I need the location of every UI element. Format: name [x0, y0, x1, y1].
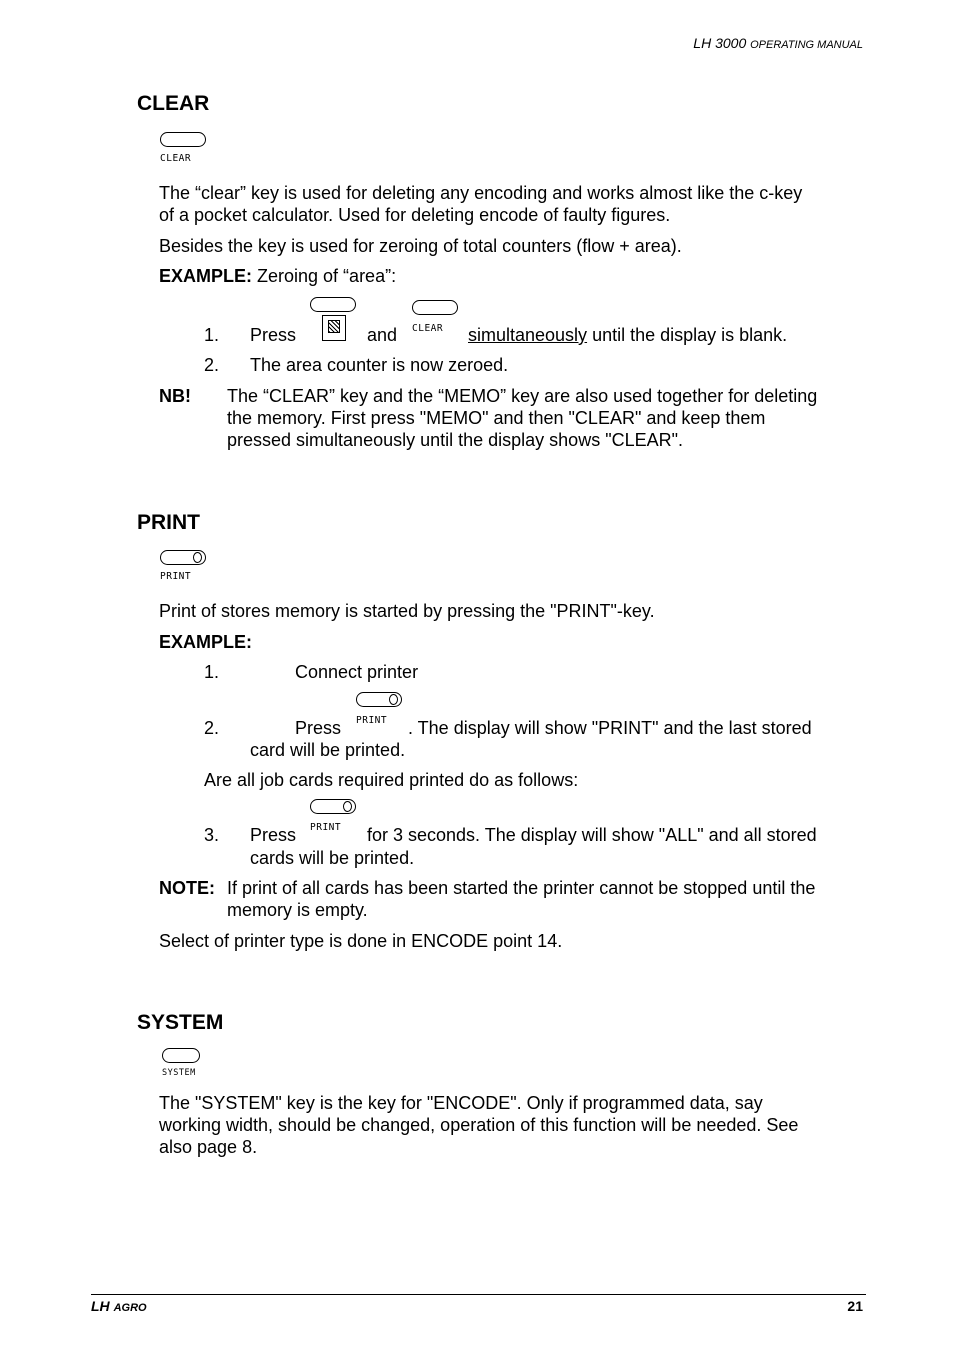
system-heading: SYSTEM	[137, 1011, 224, 1034]
clear-nb-line-3: pressed simultaneously until the display shows "CLEAR".	[227, 430, 683, 450]
print-step2-line-2: card will be printed.	[250, 740, 406, 760]
clear-nb-line-1: The “CLEAR” key and the “MEMO” key are also used together for deleting	[227, 386, 818, 406]
system-para-1b: working width, should be changed, operation of this function will be needed. See	[159, 1115, 799, 1135]
clear-step1-press: Press	[250, 325, 297, 345]
header-title: LH 3000	[693, 35, 747, 51]
clear-key-label: CLEAR	[160, 153, 192, 164]
header-subtitle: OPERATING MANUAL	[750, 39, 863, 51]
clear-key-inline-icon	[412, 300, 458, 334]
footer-brand-main: LH	[91, 1298, 110, 1314]
clear-example-label: EXAMPLE:	[159, 266, 253, 286]
print-example-label: EXAMPLE:	[159, 632, 253, 652]
clear-nb-line-2: the memory. First press "MEMO" and then "CLEAR" and keep them	[227, 408, 766, 428]
print-all-text: Are all job cards required printed do as follows:	[204, 770, 579, 790]
clear-para-2: Besides the key is used for zeroing of total counters (flow + area).	[159, 236, 682, 256]
system-para-1c: also page 8.	[159, 1137, 258, 1157]
memo-key-symbol-icon	[322, 315, 346, 341]
print-step3-press: Press	[250, 825, 297, 845]
print-note-line-1: If print of all cards has been started the printer cannot be stopped until the	[227, 878, 816, 898]
footer-brand	[91, 1298, 147, 1314]
print-note-line-2: memory is empty.	[227, 900, 368, 920]
print-para-1: Print of stores memory is started by pressing the "PRINT"-key.	[159, 601, 655, 621]
print-step1-text: Connect printer	[295, 662, 419, 682]
print-step2-num: 2.	[204, 718, 220, 738]
clear-step2-text: The area counter is now zeroed.	[250, 355, 509, 375]
clear-step1-simultaneously: simultaneously	[468, 325, 588, 345]
clear-key-icon	[160, 132, 206, 164]
print-key-inline-icon-1	[356, 692, 402, 726]
print-step1-num: 1.	[204, 662, 220, 682]
print-step2-key: PRINT	[356, 715, 388, 726]
print-step3-num: 3.	[204, 825, 220, 845]
clear-step1-num: 1.	[204, 325, 220, 345]
print-select-text: Select of printer type is done in ENCODE point 14.	[159, 931, 563, 951]
clear-step1-and: and	[367, 325, 398, 345]
print-step3-key: PRINT	[310, 822, 342, 833]
print-step2-press: Press	[295, 718, 342, 738]
clear-step1-key2: CLEAR	[412, 323, 444, 334]
footer-divider	[91, 1294, 866, 1295]
system-key-label: SYSTEM	[162, 1068, 196, 1078]
clear-heading: CLEAR	[137, 92, 210, 115]
print-key-icon	[160, 550, 206, 582]
memo-key-icon	[310, 297, 356, 312]
clear-step2-num: 2.	[204, 355, 220, 375]
clear-nb-label: NB!	[159, 386, 191, 406]
clear-para-1b: of a pocket calculator. Used for deleting encode of faulty figures.	[159, 205, 671, 225]
print-key-label: PRINT	[160, 571, 192, 582]
print-heading: PRINT	[137, 511, 200, 534]
clear-step1-rest: until the display is blank.	[587, 325, 788, 345]
page-header	[693, 35, 863, 51]
print-note-label: NOTE:	[159, 878, 215, 898]
print-step3-line-2: cards will be printed.	[250, 848, 415, 868]
footer-brand-sub: AGRO	[113, 1302, 147, 1314]
clear-step1-text	[468, 324, 787, 346]
clear-example	[159, 265, 396, 287]
system-para-1a: The "SYSTEM" key is the key for "ENCODE". Only if programmed data, say	[159, 1093, 763, 1113]
print-key-inline-icon-2	[310, 799, 356, 833]
print-step3-rest: for 3 seconds. The display will show "ALL" and all stored	[367, 825, 817, 845]
system-key-icon	[162, 1048, 200, 1078]
page-number: 21	[847, 1298, 863, 1314]
print-step2-rest: . The display will show "PRINT" and the last stored	[408, 718, 812, 738]
clear-para-1a: The “clear” key is used for deleting any encoding and works almost like the c-key	[159, 183, 803, 203]
clear-example-text: Zeroing of “area”:	[252, 266, 397, 286]
